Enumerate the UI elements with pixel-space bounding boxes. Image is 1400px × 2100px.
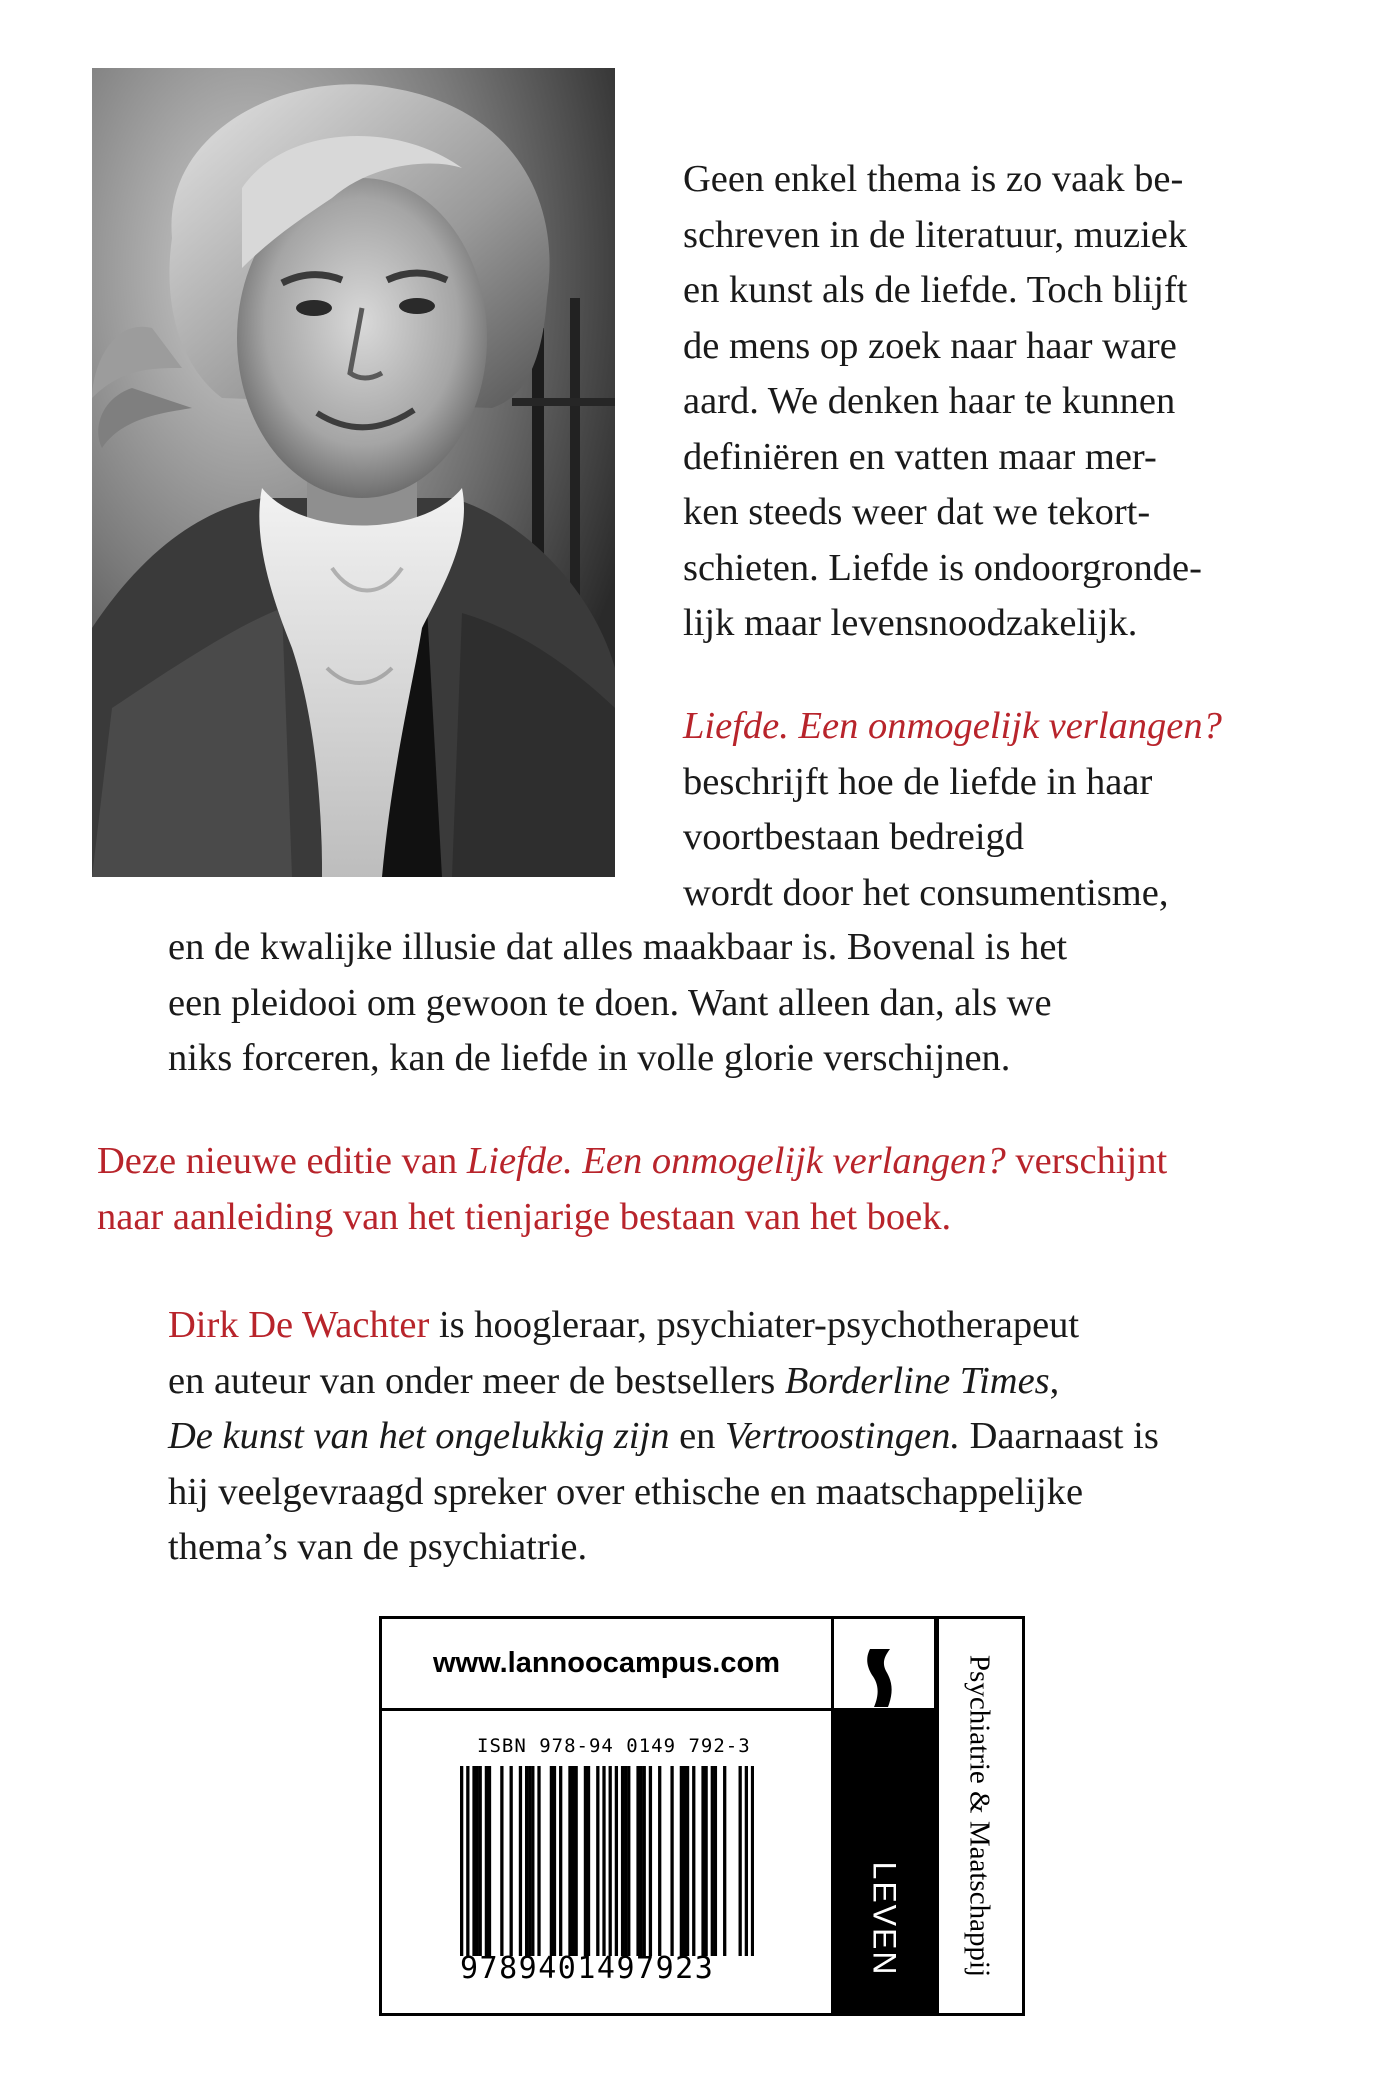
edition-pre: Deze nieuwe editie van [97, 1140, 467, 1182]
barcode-bar [609, 1766, 612, 1956]
book-line: wordt door het consumentisme, [683, 871, 1169, 914]
barcode-bar [627, 1766, 630, 1956]
author-bio [168, 1298, 1159, 1576]
intro-paragraph [683, 152, 1202, 652]
barcode-bar [751, 1766, 754, 1956]
barcode-icon [460, 1766, 754, 1956]
barcode-bar [500, 1766, 503, 1956]
intro-line: aard. We denken haar te kunnen [683, 380, 1176, 422]
intro-line: en kunst als de liefde. Toch blijft [683, 269, 1188, 311]
barcode-bar [643, 1766, 646, 1956]
barcode-bar [584, 1766, 587, 1956]
barcode-bar [553, 1766, 556, 1956]
barcode-bar [701, 1766, 704, 1956]
intro-line: de mens op zoek naar haar ware [683, 324, 1177, 367]
bestseller-title: Vertroostingen. [725, 1415, 960, 1457]
book-line: voortbestaan bedreigd [683, 816, 1025, 858]
barcode-bar [575, 1766, 578, 1956]
author-photo [92, 68, 615, 877]
series-label: LEVEN [866, 1861, 903, 1977]
author-line-2 [168, 1354, 1159, 1410]
barcode-bar [649, 1766, 652, 1956]
intro-line: ken steeds weer dat we tekort- [683, 491, 1151, 533]
barcode-area [382, 1711, 834, 2013]
barcode-bar [658, 1766, 661, 1956]
barcode-bar [596, 1766, 599, 1956]
barcode-bar [683, 1766, 686, 1956]
barcode-bar [466, 1766, 469, 1956]
ean-digits: 9789401497923 [460, 1951, 715, 1986]
barcode-bar [739, 1766, 742, 1956]
barcode-bar [587, 1766, 590, 1956]
book-line: beschrijft hoe de liefde in haar [683, 760, 1153, 803]
series-panel [936, 1619, 1022, 2013]
barcode-bar [531, 1766, 534, 1956]
barcode-bar [460, 1766, 463, 1956]
barcode-bar [711, 1766, 714, 1956]
book-description-narrow [683, 699, 1222, 921]
barcode-bar [475, 1766, 478, 1956]
barcode-bar [519, 1766, 522, 1956]
edition-note [97, 1134, 1167, 1245]
barcode-bar [723, 1766, 726, 1956]
barcode-bar [537, 1766, 540, 1956]
barcode-bar [528, 1766, 531, 1956]
intro-line: schieten. Liefde is ondoorgronde- [683, 546, 1202, 589]
book-title: Liefde. Een onmogelijk verlangen? [683, 705, 1222, 747]
intro-line: definiëren en vatten maar mer- [683, 435, 1157, 478]
bestseller-title: Borderline Times [784, 1359, 1050, 1402]
author-text: Daarnaast is [959, 1415, 1159, 1457]
barcode-bar [636, 1766, 639, 1956]
barcode-bar [602, 1766, 605, 1956]
barcode-bar [745, 1766, 748, 1956]
intro-line: schreven in de literatuur, muziek [683, 213, 1188, 256]
barcode-bar [639, 1766, 642, 1956]
book-line: en de kwalijke illusie dat alles maakbaar is. Bovenal is het [168, 926, 1068, 968]
barcode-bar [615, 1766, 618, 1956]
barcode-bar [550, 1766, 553, 1956]
edition-line-1 [97, 1134, 1167, 1190]
author-line-5: thema’s van de psychiatrie. [168, 1526, 588, 1568]
book-line: een pleidooi om gewoon te doen. Want alleen dan, als we [168, 981, 1052, 1024]
edition-book-title: Liefde. Een onmogelijk verlangen? [466, 1140, 1006, 1182]
barcode-bar [624, 1766, 627, 1956]
edition-post: verschijnt [1005, 1140, 1168, 1182]
author-text: en [669, 1415, 726, 1457]
barcode-bar [559, 1766, 562, 1956]
barcode-bar [510, 1766, 513, 1956]
barcode-bar [525, 1766, 528, 1956]
author-line-4: hij veelgevraagd spreker over ethische en maatschappelijke [168, 1470, 1084, 1513]
book-description-wide [168, 920, 1067, 1087]
barcode-bar [692, 1766, 695, 1956]
barcode-bar [670, 1766, 673, 1956]
intro-line: Geen enkel thema is zo vaak be- [683, 158, 1184, 200]
barcode-bar [472, 1766, 475, 1956]
barcode-bar [488, 1766, 491, 1956]
barcode-bar [621, 1766, 624, 1956]
barcode-bar [680, 1766, 683, 1956]
author-line-1 [168, 1298, 1159, 1354]
barcode-bar [686, 1766, 689, 1956]
barcode-bar [485, 1766, 488, 1956]
spine-label-panel [834, 1619, 939, 2013]
barcode-bar [704, 1766, 707, 1956]
bestseller-title: De kunst van het ongelukkig zijn [168, 1415, 670, 1457]
barcode-bar [568, 1766, 571, 1956]
isbn-label: ISBN 978-94 0149 792-3 [477, 1735, 751, 1757]
edition-line-2: naar aanleiding van het tienjarige bestaan van het boek. [97, 1195, 952, 1238]
barcode-bar [479, 1766, 482, 1956]
publisher-url[interactable]: www.lannoocampus.com [382, 1619, 834, 1711]
imprint-block [379, 1616, 1025, 2016]
author-text: is hoogleraar, psychiater-psychotherapeut [429, 1304, 1080, 1346]
author-text: en auteur van onder meer de bestsellers [168, 1359, 785, 1402]
barcode-bar [571, 1766, 574, 1956]
author-name: Dirk De Wachter [168, 1304, 430, 1346]
author-line-3 [168, 1409, 1159, 1465]
logo-box [834, 1619, 934, 1711]
intro-line: lijk maar levensnoodzakelijk. [683, 602, 1138, 644]
series-name: Psychiatrie & Maatschappij [963, 1654, 996, 1978]
book-line: niks forceren, kan de liefde in volle glorie verschijnen. [168, 1037, 1011, 1079]
author-text: , [1049, 1359, 1060, 1402]
lannoo-logo-icon [864, 1647, 904, 1709]
barcode-bar [714, 1766, 717, 1956]
